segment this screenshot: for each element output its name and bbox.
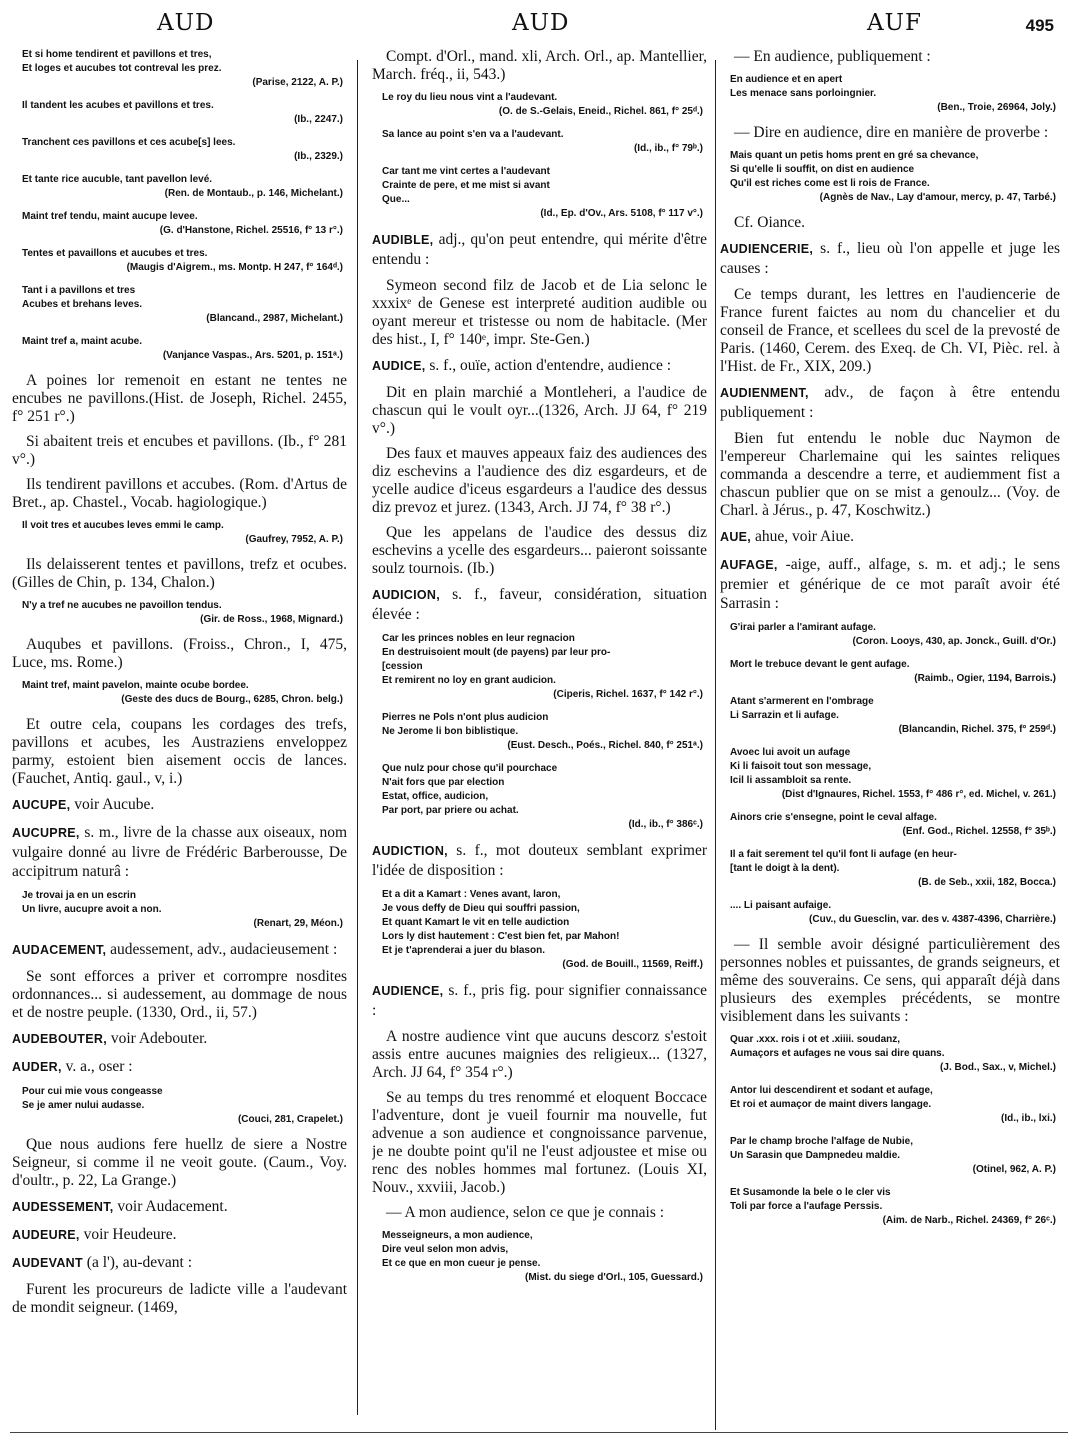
quote-line: Avoec lui avoit un aufage xyxy=(730,747,851,758)
citation: (Ciperis, Richel. 1637, f° 142 r°.) xyxy=(553,689,703,700)
headword: AUFAGE, xyxy=(720,558,778,572)
citation: (Maugis d'Aigrem., ms. Montp. H 247, f° 164ᵈ.) xyxy=(126,262,343,273)
quote-line: Ne Jerome li bon biblistique. xyxy=(382,726,519,737)
quote-line: Et remirent no loy en grant audicion. xyxy=(382,675,556,686)
quote-line: Mais quant un petis homs prent en gré sa chevance, xyxy=(730,150,979,161)
page-number: 495 xyxy=(1025,16,1054,35)
quotation xyxy=(720,73,1060,115)
paragraph: — En audience, publiquement : xyxy=(734,48,931,65)
paragraph: Se au temps du tres renommé et eloquent Boccace l'adventure, dont je vueil fournir ma nouvelle, fut advenue a son audience et congnoissance parvenue, je ne doubte point qu'il ne l'eust adjoustee et mise ou renc des nobles hommes mal fortunez. (Louis XI, Nouv., xxviii, Jacob.) xyxy=(372,1089,707,1196)
dictionary-entry xyxy=(372,841,707,880)
paragraph: Si abaitent treis et encubes et pavillons. (Ib., f° 281 v°.) xyxy=(12,433,347,468)
quote-line: Je vous deffy de Dieu qui souffri passion, xyxy=(382,903,580,914)
quote-line: Un Sarasin que Dampnedeu maldie. xyxy=(730,1150,901,1161)
citation: (Enf. God., Richel. 12558, f° 35ᵇ.) xyxy=(902,826,1056,837)
citation: (Otinel, 962, A. P.) xyxy=(972,1164,1056,1175)
quote-line: Lors ly dist hautement : C'est bien fet, par Mahon! xyxy=(382,931,620,942)
dictionary-entry xyxy=(372,230,707,269)
column-rule-right xyxy=(715,60,716,1430)
definition: (a l'), au-devant : xyxy=(82,1254,193,1271)
quotation xyxy=(720,1084,1060,1126)
citation: (Ren. de Montaub., p. 146, Michelant.) xyxy=(164,188,343,199)
quotation xyxy=(720,811,1060,839)
dictionary-entry xyxy=(12,1029,347,1049)
quotation xyxy=(372,165,707,221)
dictionary-entry xyxy=(12,1197,347,1217)
citation: (Coron. Looys, 430, ap. Jonck., Guill. d'Or.) xyxy=(852,636,1056,647)
quote-line: Maint tref, maint pavelon, mainte ocube bordee. xyxy=(22,680,249,691)
quote-line: Pour cui mie vous congeasse xyxy=(22,1086,163,1097)
quote-line: Et Susamonde la bele o le cler vis xyxy=(730,1187,891,1198)
quote-line: Car tant me vint certes a l'audevant xyxy=(382,166,550,177)
headword: AUDACEMENT, xyxy=(12,943,107,957)
definition: voir Audacement. xyxy=(113,1198,228,1215)
headword: AUE, xyxy=(720,530,752,544)
quote-line: Je trovai ja en un escrin xyxy=(22,890,136,901)
running-head-left: AUD xyxy=(157,10,215,36)
quote-line: Et loges et aucubes tot contreval les prez. xyxy=(22,63,222,74)
quote-line: Par le champ broche l'alfage de Nubie, xyxy=(730,1136,913,1147)
quote-line: Et a dit a Kamart : Venes avant, laron, xyxy=(382,889,561,900)
definition: s. f., lieu où l'on appelle et juge les causes : xyxy=(720,240,1060,277)
dictionary-entry xyxy=(12,940,347,960)
quote-line: Tranchent ces pavillons et ces acube[s] lees. xyxy=(22,137,236,148)
dictionary-entry xyxy=(12,1225,347,1245)
quote-line: Car les princes nobles en leur regnacion xyxy=(382,633,575,644)
quote-line: Qu'il est riches come est li rois de France. xyxy=(730,178,930,189)
citation: (Dist d'Ignaures, Richel. 1553, f° 486 r°, ed. Michel, v. 261.) xyxy=(781,789,1056,800)
quote-line: Et roi et aumaçor de maint divers langage. xyxy=(730,1099,932,1110)
dictionary-entry xyxy=(12,823,347,881)
quotation xyxy=(12,136,347,164)
quotation xyxy=(12,599,347,627)
paragraph: Que les appelans de l'audice des dessus diz eschevins a ycelle des esgardeurs... paieront soissante soulz tournois. (Ib.) xyxy=(372,524,707,577)
quotation xyxy=(372,632,707,702)
dictionary-entry xyxy=(720,527,1060,547)
quotation xyxy=(372,1229,707,1285)
quotation xyxy=(12,210,347,238)
paragraph: Ils tendirent pavillons et accubes. (Rom. d'Artus de Bret., ap. Chastel., Vocab. hagiologique.) xyxy=(12,476,347,511)
citation: (Blancandin, Richel. 375, f° 259ᵈ.) xyxy=(898,724,1056,735)
quote-line: Dire veul selon mon advis, xyxy=(382,1244,509,1255)
paragraph: Cf. Oiance. xyxy=(734,214,806,231)
page-header xyxy=(0,6,1078,40)
headword: AUDER, xyxy=(12,1060,62,1074)
dictionary-entry xyxy=(372,356,707,376)
paragraph: Symeon second filz de Jacob et de Lia selonc le xxxixᵉ de Genese est interpreté audition audible ou oyant mereur et tristesse ou nom de habitacle. (Mer des hist., I, f° 140ᵉ, impr. Ste-Gen.) xyxy=(372,277,707,348)
definition: voir Adebouter. xyxy=(106,1030,208,1047)
paragraph: Dit en plain marchié a Montleheri, a l'audice de chascun qui le voult oyr...(1326, Arch. JJ 64, f° 219 v°.) xyxy=(372,384,707,437)
paragraph: — A mon audience, selon ce que je connais : xyxy=(386,1204,665,1221)
citation: (B. de Seb., xxii, 182, Bocca.) xyxy=(918,877,1056,888)
quotation xyxy=(12,889,347,931)
headword: AUDESSEMENT, xyxy=(12,1200,114,1214)
quotation xyxy=(12,284,347,326)
quotation xyxy=(720,1186,1060,1228)
quotation xyxy=(12,335,347,363)
quotation xyxy=(12,1085,347,1127)
quote-line: G'irai parler a l'amirant aufage. xyxy=(730,622,876,633)
dictionary-entry xyxy=(12,795,347,815)
dictionary-entry xyxy=(720,555,1060,613)
quote-line: Quar .xxx. rois i ot et .xiiii. soudanz, xyxy=(730,1034,901,1045)
quote-line: Et ce que en mon cueur je pense. xyxy=(382,1258,541,1269)
quote-line: Messeigneurs, a mon audience, xyxy=(382,1230,533,1241)
definition: s. f., faveur, considération, situation élevée : xyxy=(372,586,707,623)
quote-line: Tentes et pavaillons et aucubes et tres. xyxy=(22,248,208,259)
quotation xyxy=(12,173,347,201)
citation: (Renart, 29, Méon.) xyxy=(253,918,343,929)
dictionary-entry xyxy=(12,1057,347,1077)
quote-line: Et quant Kamart le vit en telle audiction xyxy=(382,917,570,928)
quote-line: Sa lance au point s'en va a l'audevant. xyxy=(382,129,564,140)
dictionary-entry xyxy=(720,239,1060,278)
paragraph: A nostre audience vint que aucuns descorz s'estoit assis entre aucunes maignies des religieux... (1327, Arch. JJ 64, f° 354 r°.) xyxy=(372,1028,707,1081)
headword: AUCUPRE, xyxy=(12,826,80,840)
definition: adj., qu'on peut entendre, qui mérite d'être entendu : xyxy=(372,231,707,268)
column-2 xyxy=(372,48,707,1408)
dictionary-entry xyxy=(720,383,1060,422)
citation: (Gir. de Ross., 1968, Mignard.) xyxy=(200,614,343,625)
definition: s. f., ouïe, action d'entendre, audience : xyxy=(425,357,672,374)
quote-line: Atant s'armerent en l'ombrage xyxy=(730,696,874,707)
quote-line: Antor lui descendirent et sodant et aufage, xyxy=(730,1085,933,1096)
quotation xyxy=(12,679,347,707)
headword: AUCUPE, xyxy=(12,798,71,812)
quote-line: Le roy du lieu nous vint a l'audevant. xyxy=(382,92,558,103)
citation: (Id., Ep. d'Ov., Ars. 5108, f° 117 v°.) xyxy=(540,208,703,219)
citation: (Agnès de Nav., Lay d'amour, mercy, p. 47, Tarbé.) xyxy=(819,192,1056,203)
quote-line: Il voit tres et aucubes leves emmi le camp. xyxy=(22,520,224,531)
quote-line: Il tandent les acubes et pavillons et tres. xyxy=(22,100,214,111)
paragraph: Et outre cela, coupans les cordages des trefs, pavillons et acubes, les Austraziens enveloppez parmy, estoient bien aisement occis de lances. (Fauchet, Antiq. gaul., v, i.) xyxy=(12,716,347,787)
citation: (Id., ib., f° 386ᶜ.) xyxy=(628,819,703,830)
citation: (Blancand., 2987, Michelant.) xyxy=(206,313,343,324)
quotation xyxy=(720,658,1060,686)
paragraph: Auqubes et pavillons. (Froiss., Chron., I, 475, Luce, ms. Rome.) xyxy=(12,636,347,671)
column-3 xyxy=(720,48,1060,1428)
quotation xyxy=(12,247,347,275)
paragraph: Compt. d'Orl., mand. xli, Arch. Orl., ap. Mantellier, March. fréq., ii, 543.) xyxy=(372,48,707,83)
quotation xyxy=(720,1033,1060,1075)
citation: (Mist. du siege d'Orl., 105, Guessard.) xyxy=(525,1272,703,1283)
quote-line: Et si home tendirent et pavillons et tres, xyxy=(22,49,212,60)
citation: (J. Bod., Sax., v, Michel.) xyxy=(940,1062,1056,1073)
quote-line: Pierres ne Pols n'ont plus audicion xyxy=(382,712,549,723)
quotation xyxy=(720,1135,1060,1177)
quotation xyxy=(372,888,707,972)
quote-line: Et je t'aprenderai a juer du blason. xyxy=(382,945,545,956)
quotation xyxy=(720,746,1060,802)
definition: -aige, auff., alfage, s. m. et adj.; le sens premier et générique de ce mot paraît avoir été Sarrasin : xyxy=(720,556,1060,612)
paragraph: A poines lor remenoit en estant ne tentes ne encubes ne pavillons.(Hist. de Joseph, Richel. 2455, f° 251 r°.) xyxy=(12,372,347,425)
citation: (Parise, 2122, A. P.) xyxy=(252,77,343,88)
paragraph: Ce temps durant, les lettres en l'audiencerie de France furent faictes au nom du chancelier et du conseil de France, et scellees du scel de la prevosté de Paris. (1460, Cerem. des Exeq. de Ch. VI, Pièc. rel. à l'Hist. de Fr., XIX, 209.) xyxy=(720,286,1060,375)
quote-line: Crainte de pere, et me mist si avant xyxy=(382,180,550,191)
quote-line: Se je amer nului audasse. xyxy=(22,1100,145,1111)
headword: AUDICE, xyxy=(372,359,426,373)
quotation xyxy=(372,91,707,119)
citation: (Ib., 2329.) xyxy=(294,151,343,162)
citation: (God. de Bouill., 11569, Reiff.) xyxy=(562,959,703,970)
running-head-center: AUD xyxy=(512,10,570,36)
quotation xyxy=(720,149,1060,205)
quotation xyxy=(720,695,1060,737)
quote-line: Il a fait serement tel qu'il font li aufage (en heur- xyxy=(730,849,957,860)
quote-line: Acubes et brehans leves. xyxy=(22,299,143,310)
citation: (O. de S.-Gelais, Eneid., Richel. 861, f° 25ᵈ.) xyxy=(498,106,703,117)
definition: voir Heudeure. xyxy=(79,1226,177,1243)
quotation xyxy=(720,848,1060,890)
quotation xyxy=(720,621,1060,649)
quote-line: Un livre, aucupre avoit a non. xyxy=(22,904,162,915)
quote-line: Li Sarrazin et li aufage. xyxy=(730,710,839,721)
quotation xyxy=(12,519,347,547)
headword: AUDEVANT xyxy=(12,1256,83,1270)
dictionary-entry xyxy=(372,585,707,624)
definition: audessement, adv., audacieusement : xyxy=(106,941,338,958)
headword: AUDICION, xyxy=(372,588,440,602)
definition: v. a., oser : xyxy=(61,1058,133,1075)
citation: (Id., ib., lxi.) xyxy=(1001,1113,1056,1124)
quotation xyxy=(372,711,707,753)
quote-line: N'ait fors que par election xyxy=(382,777,505,788)
citation: (Cuv., du Guesclin, var. des v. 4387-4396, Charrière.) xyxy=(809,914,1056,925)
paragraph: Bien fut entendu le noble duc Naymon de l'empereur Charlemaine qui les saintes reliques commanda a descendre a terre, et audiemment fist a chascun publier que on se mist a genoulz... (Voy. de Charl. à Jérus., p. 47, Koschwitz.) xyxy=(720,430,1060,519)
quote-line: Aumaçors et aufages ne vous sai dire quans. xyxy=(730,1048,945,1059)
quotation xyxy=(12,99,347,127)
quote-line: Maint tref a, maint acube. xyxy=(22,336,143,347)
quote-line: N'y a tref ne aucubes ne pavoillon tendus. xyxy=(22,600,222,611)
definition: s. f., mot douteux semblant exprimer l'idée de disposition : xyxy=(372,842,707,879)
headword: AUDIENCE, xyxy=(372,984,444,998)
quote-line: En destruisoient moult (de payens) par leur pro- xyxy=(382,647,611,658)
quote-line: Toli par force a l'aufage Perssis. xyxy=(730,1201,883,1212)
bottom-rule xyxy=(10,1432,1068,1433)
definition: adv., de façon à être entendu publiquement : xyxy=(720,384,1060,421)
quote-line: Par port, par priere ou achat. xyxy=(382,805,519,816)
dictionary-entry xyxy=(372,981,707,1020)
column-1 xyxy=(12,48,347,1408)
headword: AUDIBLE, xyxy=(372,233,434,247)
citation: (G. d'Hanstone, Richel. 25516, f° 13 r°.) xyxy=(159,225,343,236)
citation: (Raimb., Ogier, 1194, Barrois.) xyxy=(914,673,1056,684)
quote-line: Icil li assambloit sa rente. xyxy=(730,775,852,786)
quote-line: Que nulz pour chose qu'il pourchace xyxy=(382,763,558,774)
citation: (Geste des ducs de Bourg., 6285, Chron. belg.) xyxy=(121,694,343,705)
quote-line: Maint tref tendu, maint aucupe levee. xyxy=(22,211,198,222)
quote-line: Estat, office, audicion, xyxy=(382,791,489,802)
dictionary-entry xyxy=(12,1253,347,1273)
quote-line: Que... xyxy=(382,194,410,205)
quote-line: Si qu'elle li souffit, on dist en audience xyxy=(730,164,915,175)
paragraph: Des faux et mauves appeaux faiz des audiences des diz eschevins a l'audience des diz esgardeurs, et de ycelle audice d'iceus esgardeurs a l'audice des dessus diz prevoz et jurez. (1343, Arch. JJ 74, f° 38 r°.) xyxy=(372,445,707,516)
citation: (Vanjance Vaspas., Ars. 5201, p. 151ᵃ.) xyxy=(162,350,343,361)
quote-line: En audience et en apert xyxy=(730,74,843,85)
quotation xyxy=(372,128,707,156)
headword: AUDIENMENT, xyxy=(720,386,809,400)
citation: (Ben., Troie, 26964, Joly.) xyxy=(937,102,1056,113)
quote-line: .... Li paisant aufaige. xyxy=(730,900,832,911)
definition: s. m., livre de la chasse aux oiseaux, nom vulgaire donné au livre de Frédéric Barberousse, De accipitrum naturâ : xyxy=(12,824,347,880)
quote-line: Tant i a pavillons et tres xyxy=(22,285,136,296)
paragraph: — Il semble avoir désigné particulièrement des personnes nobles et puissantes, de grands seigneurs, et même des souverains. Ce sens, qui apparaît déjà dans plusieurs des exemples précédents, se montre visiblement dans les suivants : xyxy=(720,936,1060,1025)
definition: voir Aucube. xyxy=(70,796,155,813)
running-head-right: AUF xyxy=(867,10,922,36)
quote-line: Les menace sans porloingnier. xyxy=(730,88,877,99)
headword: AUDIENCERIE, xyxy=(720,242,814,256)
headword: AUDICTION, xyxy=(372,844,448,858)
quotation xyxy=(12,48,347,90)
paragraph: Ils delaisserent tentes et pavillons, trefz et ocubes. (Gilles de Chin, p. 134, Chalon.) xyxy=(12,556,347,591)
citation: (Aim. de Narb., Richel. 24369, f° 26ᶜ.) xyxy=(882,1215,1056,1226)
quotation xyxy=(372,762,707,832)
citation: (Eust. Desch., Poés., Richel. 840, f° 251ᵃ.) xyxy=(507,740,703,751)
citation: (Id., ib., f° 79ᵇ.) xyxy=(633,143,703,154)
citation: (Gaufrey, 7952, A. P.) xyxy=(245,534,343,545)
quote-line: [tant le doigt à la dent). xyxy=(730,863,840,874)
paragraph: Que nous audions fere huellz de siere a Nostre Seigneur, si comme il ne veoit goute. (Caum., Voy. d'oultr., p. 22, La Grange.) xyxy=(12,1136,347,1189)
quote-line: [cession xyxy=(382,661,423,672)
citation: (Ib., 2247.) xyxy=(294,114,343,125)
headword: AUDEURE, xyxy=(12,1228,80,1242)
paragraph: Furent les procureurs de ladicte ville a l'audevant de mondit seigneur. (1469, xyxy=(12,1281,347,1316)
citation: (Couci, 281, Crapelet.) xyxy=(237,1114,343,1125)
paragraph: — Dire en audience, dire en manière de proverbe : xyxy=(734,124,1049,141)
definition: ahue, voir Aiue. xyxy=(751,528,854,545)
column-rule-left xyxy=(357,60,358,1415)
quote-line: Mort le trebuce devant le gent aufage. xyxy=(730,659,910,670)
quotation xyxy=(720,899,1060,927)
quote-line: Ki li faisoit tout son message, xyxy=(730,761,872,772)
quote-line: Et tante rice aucuble, tant pavellon levé. xyxy=(22,174,213,185)
quote-line: Ainors crie s'ensegne, point le ceval alfage. xyxy=(730,812,937,823)
headword: AUDEBOUTER, xyxy=(12,1032,107,1046)
definition: s. f., pris fig. pour signifier connaissance : xyxy=(372,982,707,1019)
paragraph: Se sont efforces a priver et corrompre nosdites ordonnances... si audessement, au dommage de nous et de nostre peuple. (1330, Ord., ii, 57.) xyxy=(12,968,347,1021)
